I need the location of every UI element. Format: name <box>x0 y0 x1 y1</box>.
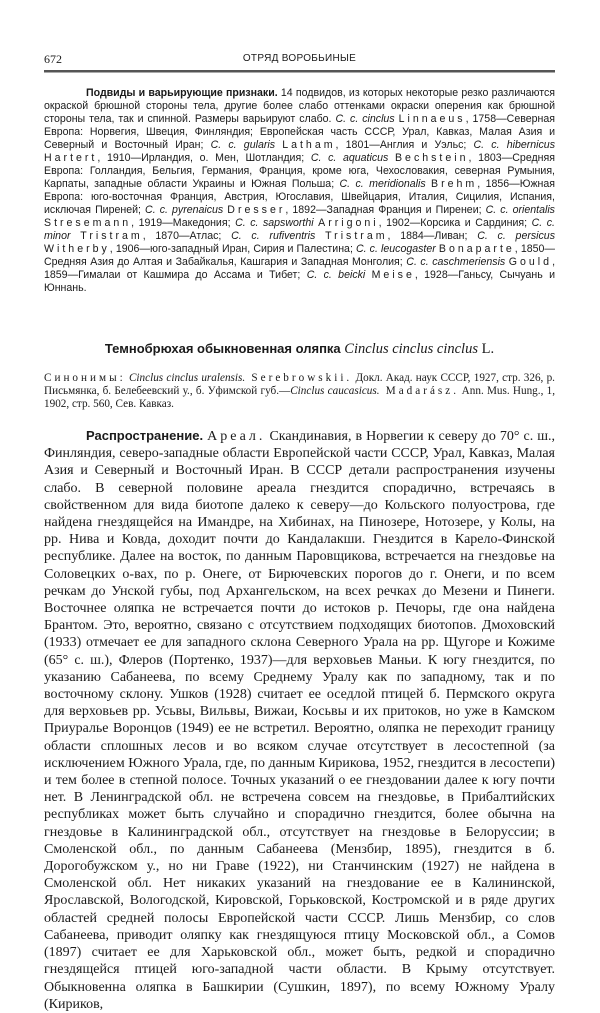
synonym-1-reference: Докл. Акад. наук СССР, 1927, стр. 326, р. Письмянка, б. Белебеевский у., б. Уфимской губ.— <box>44 372 555 397</box>
subspecies-range: , 1850—Средняя Азия до Алтая и Забайкалья, Кашгария и Западная Монголия; <box>44 243 555 268</box>
subspecies-author: Gould <box>508 256 553 268</box>
page-header <box>44 52 555 66</box>
subspecies-range: , 1856—Южная Европа: юго-восточная Франция, Австрия, Югославия, Швейцария, Италия, Сицилия, Испания, исключая Пиреней; <box>44 178 556 216</box>
distribution-heading: Распространение. <box>86 428 204 443</box>
subspecies-name: C. c. persicus <box>477 230 555 242</box>
species-title-ru: Темнобрюхая обыкновенная оляпка <box>104 341 345 356</box>
species-title-latin: Cinclus cinclus cinclus <box>344 341 478 357</box>
subspecies-range: , 1884—Ливан; <box>387 230 478 242</box>
synonyms-block <box>44 372 555 411</box>
synonym-2-name: Cinclus caucasicus. <box>290 385 380 397</box>
distribution-text: Скандинавия, в Норвегии к северу до 70° с. ш., Финляндия, северо-западные области Европейской части СССР, Урал, Кавказ, Малая Азия и Северный и Восточный Иран. В СССР детали распространения изучены слабо. В северной половине ареала гнездится спорадично, встречаясь в свойственном для вида биотопе далеко к северу—до Кольского полуострова, где найдена гнездящейся на Имандре, на Хибинах, на Пинозере, Нотозере, у Колы, на рр. Нива и Ковда, доходит почти до Кандалакши. Гнездится в Карело-Финской республике. Далее на восток, по данным Паровщикова, встречается на гнездовье на Соловецких о-вах, по р. Онеге, от Бирючевских порогов до г. Онеги, и по всем речкам до Унской губы, под Архангельском, на всех речках до Мезени и Пинеги. Восточнее оляпка не встречается почти до истоков р. Печоры, где она найдена Брантом. Это, вероятно, связано с отсутствием подходящих биотопов. Дмоховский (1933) отмечает ее для западного склона Северного Урала на рр. Щугоре и Кожиме (65° с. ш.), Флеров (Портенко, 1937)—для верховьев Маньи. К югу гнездится, по указанию Сабанеева, по всему Среднему Уралу как по западному, так и по восточному склону. Ушков (1928) считает ее оседлой птицей б. Пермского округа для верховьев рр. Усьвы, Вильвы, Вижаи, Косьвы и их притоков, но уже в Камском Приуралье Воронцов (1949) ее не встретил. Вероятно, оляпка не переходит границу области сплошных лесов и во всяком случае отсутствует в лесостепной (за исключением Южного Урала, где, по данным Кирикова, 1952, гнездится в лесостепи) и тем более в степной полосе. Точных указаний о ее гнездовании далее к югу почти нет. В Ленинградской обл. не встречена совсем на гнездовье, в Прибалтийских республиках может быть случайно и спорадично гнездится, более обычна на гнездовье в Калининградской обл., отсутствует на гнездовье в Белоруссии; в Смоленской обл., по данным Сабанеева (Мензбир, 1895), гнездится в б. Дорогобужском у., но ни Граве (1922), ни Станчинским (1927) не найдена в Смоленской обл. Нет никаких указаний на гнездование ее в Калининской, Ярославской, Вологодской, Кировской, Горьковской, Костромской и в ряде других областей средней полосы Европейской части СССР. Лишь Мензбир, со слов Сабанеева, приводит оляпку как гнездящуюся птицу Московской обл., а Сомов (1897) считает ее для Харьковской обл., может быть, редкой и спорадично гнездящейся птицей юго-западной части области. В Крыму отсутствует. Обыкновенна оляпка в Башкирии (Сушкин, 1897), по всему Южному Уралу (Кириков, <box>44 429 555 1012</box>
subspecies-range: , 1859—Гималаи от Кашмира до Ассама и Тибет; <box>44 256 556 281</box>
subspecies-range: , 1803—Средняя Европа: Голландия, Бельгия, Германия, Франция, кроме юга, Чехословакия, северная Румыния, Карпаты, западные области Украины и Южная Польша; <box>44 152 555 190</box>
subspecies-name: C. c. hibernicus <box>473 139 555 151</box>
subspecies-author: Tristram <box>325 230 388 242</box>
synonym-2-author: Madarász. <box>379 385 460 397</box>
synonym-1-name: Cinclus cinclus uralensis. <box>125 372 246 384</box>
synonym-1-author: Serebrowskii. <box>245 372 353 384</box>
subspecies-paragraph <box>44 87 555 295</box>
subspecies-author: Stresemann <box>44 217 132 229</box>
subspecies-name: C. c. meridionalis <box>339 178 432 190</box>
distribution-paragraph <box>44 427 555 1013</box>
page-number: 672 <box>44 52 62 66</box>
subspecies-name: C. c. rufiventris <box>231 230 326 242</box>
subspecies-range: , 1870—Атлас; <box>142 230 232 242</box>
subspecies-author: Brehm <box>431 178 478 190</box>
subspecies-name: C. c. orientalis <box>485 204 555 216</box>
subspecies-range: , 1906—юго-западный Иран, Сирия и Палестина; <box>109 243 356 255</box>
subspecies-author: Meise <box>371 269 415 281</box>
subspecies-name: C. c. caschmeriensis <box>406 256 509 268</box>
subspecies-author: Arrigoni <box>318 217 379 229</box>
range-label: Ареал. <box>207 429 266 444</box>
subspecies-author: Bechstein <box>394 152 469 164</box>
subspecies-name: C. c. pyrenaicus <box>145 204 228 216</box>
subspecies-author: Linnaeus <box>398 113 466 125</box>
species-title <box>44 341 555 358</box>
subspecies-name: C. c. cinclus <box>335 113 399 125</box>
subspecies-author: Latham <box>282 139 336 151</box>
subspecies-name: C. c. minor <box>44 217 555 242</box>
subspecies-range: , 1892—Западная Франция и Пиренеи; <box>285 204 486 216</box>
subspecies-range: , 1758—Северная Европа: Норвегия, Швеция, Финляндия; Европейская часть СССР, Урал, Кавказ, Малая Азия и Северный и Восточный Иран; <box>44 113 555 151</box>
subspecies-name: C. c. leucogaster <box>355 243 439 255</box>
subspecies-range: , 1910—Ирландия, о. Мен, Шотландия; <box>97 152 311 164</box>
subspecies-range: , 1919—Македония; <box>131 217 236 229</box>
subspecies-author: Hartert <box>44 152 98 164</box>
subspecies-name: C. c. beicki <box>306 269 372 281</box>
book-page <box>44 52 555 1013</box>
subspecies-author: Tristram <box>80 230 143 242</box>
subspecies-list <box>44 113 555 294</box>
subspecies-name: C. c. gularis <box>210 139 283 151</box>
subspecies-range: , 1928—Ганьсу, Сычуань и Юннань. <box>44 269 555 294</box>
subspecies-author: Bonaparte <box>438 243 515 255</box>
subspecies-intro: 14 подвидов, из которых некоторые резко различаются окраской брюшной стороны тела, другие более слабо оттенками окраски оперения как брюшной стороны тела, так и спинной. Размеры варьируют слабо. <box>44 87 555 125</box>
subspecies-name: C. c. aquaticus <box>310 152 395 164</box>
subspecies-heading: Подвиды и варьирующие признаки. <box>86 87 278 99</box>
subspecies-range: , 1902—Корсика и Сардиния; <box>378 217 532 229</box>
species-title-author: L. <box>477 341 495 357</box>
header-rule <box>44 70 555 73</box>
subspecies-author: Dresser <box>227 204 286 216</box>
synonyms-label: Синонимы: <box>44 372 126 384</box>
running-title: ОТРЯД ВОРОБЬИНЫЕ <box>242 53 357 64</box>
subspecies-author: Witherby <box>44 243 110 255</box>
synonym-2-reference: Ann. Mus. Hung., 1, 1902, стр. 560, Сев. Кавказ. <box>44 385 555 410</box>
subspecies-range: , 1801—Англия и Уэльс; <box>335 139 474 151</box>
subspecies-name: C. c. sapsworthi <box>235 217 319 229</box>
